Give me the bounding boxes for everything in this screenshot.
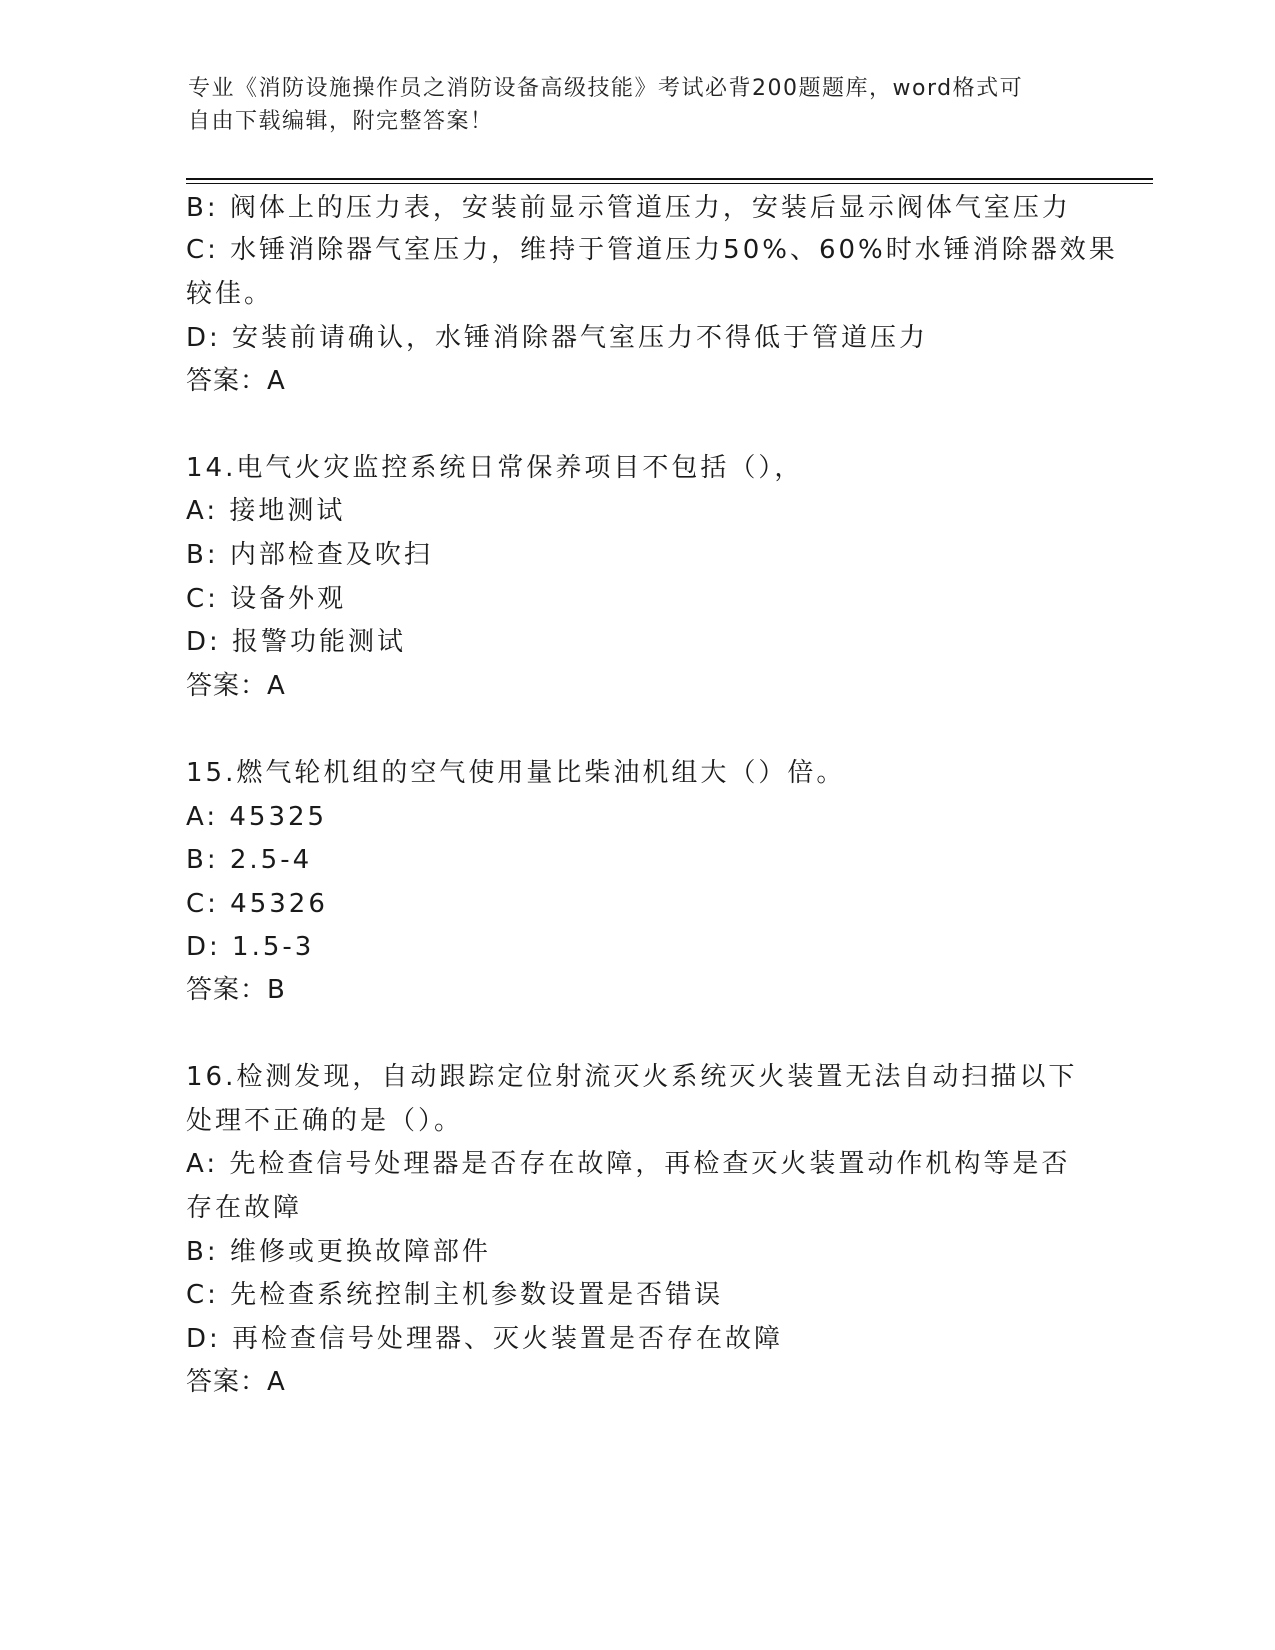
q14-option-d: D: 报警功能测试 bbox=[186, 627, 407, 657]
q16-answer: 答案：A bbox=[186, 1367, 286, 1397]
q14-question: 14.电气火灾监控系统日常保养项目不包括（）， bbox=[186, 453, 804, 483]
q14-answer: 答案：A bbox=[186, 671, 286, 701]
q14-option-c: C: 设备外观 bbox=[186, 584, 347, 614]
q16-question-line-1: 16.检测发现，自动跟踪定位射流灭火系统灭火装置无法自动扫描以下 bbox=[186, 1062, 1078, 1092]
q16-question-line-2: 处理不正确的是（）。 bbox=[186, 1106, 464, 1136]
q13-option-c-line-1: C: 水锤消除器气室压力，维持于管道压力50%、60%时水锤消除器效果 bbox=[186, 235, 1118, 265]
q15-option-c: C: 45326 bbox=[186, 889, 328, 919]
q15-option-b: B: 2.5-4 bbox=[186, 845, 313, 875]
document-header bbox=[188, 72, 1068, 138]
q16-option-a-line-1: A: 先检查信号处理器是否存在故障，再检查灭火装置动作机构等是否 bbox=[186, 1149, 1071, 1179]
header-title-line-1: 专业《消防设施操作员之消防设备高级技能》考试必背200题题库，word格式可 bbox=[188, 76, 1024, 101]
q16-option-d: D: 再检查信号处理器、灭火装置是否存在故障 bbox=[186, 1324, 784, 1354]
q14-option-b: B: 内部检查及吹扫 bbox=[186, 540, 433, 570]
q13-answer: 答案：A bbox=[186, 366, 286, 396]
q14-option-a: A: 接地测试 bbox=[186, 496, 346, 526]
q15-answer: 答案：B bbox=[186, 975, 286, 1005]
q13-option-c-line-2: 较佳。 bbox=[186, 279, 274, 309]
header-divider-thick bbox=[186, 178, 1153, 180]
q15-option-a: A: 45325 bbox=[186, 802, 328, 832]
header-divider-thin bbox=[186, 183, 1153, 184]
header-title-line-2: 自由下载编辑，附完整答案！ bbox=[188, 109, 494, 134]
q13-option-b: B: 阀体上的压力表，安装前显示管道压力，安装后显示阀体气室压力 bbox=[186, 193, 1071, 223]
q15-question: 15.燃气轮机组的空气使用量比柴油机组大（）倍。 bbox=[186, 758, 846, 788]
q13-option-d: D: 安装前请确认，水锤消除器气室压力不得低于管道压力 bbox=[186, 323, 929, 353]
q16-option-a-line-2: 存在故障 bbox=[186, 1193, 303, 1223]
q16-option-c: C: 先检查系统控制主机参数设置是否错误 bbox=[186, 1280, 724, 1310]
q16-option-b: B: 维修或更换故障部件 bbox=[186, 1237, 491, 1267]
q15-option-d: D: 1.5-3 bbox=[186, 932, 315, 962]
